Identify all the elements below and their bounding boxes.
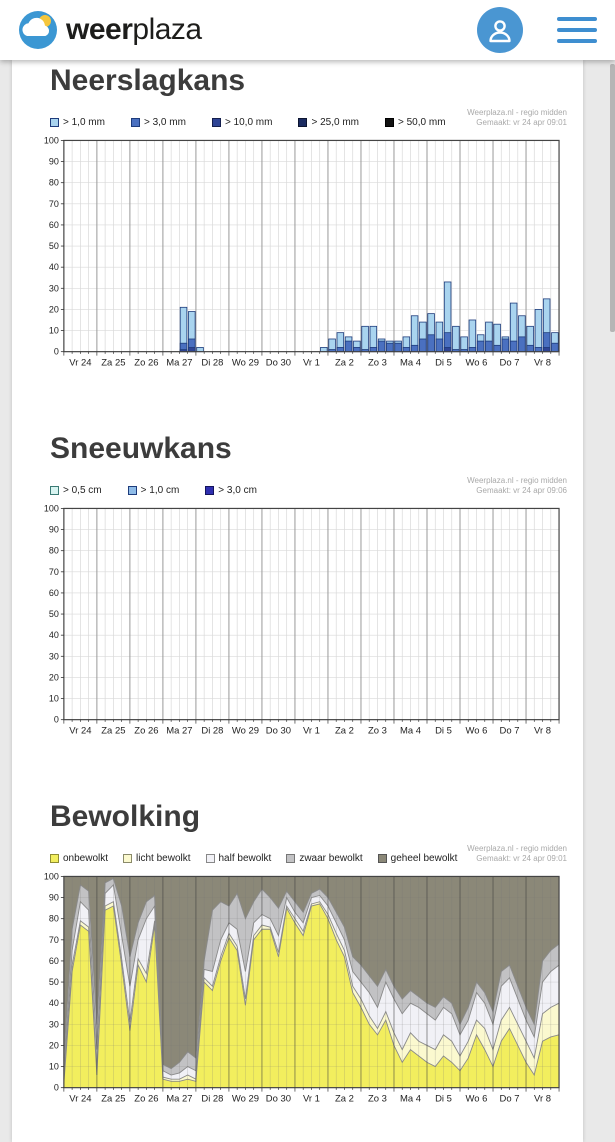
- bewolking-chart: [28, 870, 571, 1122]
- legend-swatch-icon: [128, 486, 137, 495]
- svg-text:Wo 6: Wo 6: [465, 357, 488, 369]
- svg-text:50: 50: [48, 241, 59, 252]
- page-title: Bewolking: [50, 800, 201, 833]
- legend-label: half bewolkt: [218, 853, 272, 864]
- svg-text:90: 90: [48, 524, 59, 535]
- svg-text:Wo 29: Wo 29: [231, 725, 260, 737]
- chart-credit: Weerplaza.nl - regio midden Gemaakt: vr 24 apr 09:01: [467, 844, 567, 864]
- chart-credit: Weerplaza.nl - regio midden Gemaakt: vr 24 apr 09:01: [467, 108, 567, 128]
- svg-text:60: 60: [48, 219, 59, 230]
- svg-text:80: 80: [48, 545, 59, 556]
- svg-text:90: 90: [48, 892, 59, 903]
- logo-wordmark: weerplaza: [66, 13, 202, 46]
- svg-text:Ma 27: Ma 27: [166, 357, 193, 369]
- sneeuwkans-chart: [28, 502, 571, 754]
- weerplaza-cloud-icon: [18, 10, 58, 50]
- svg-text:30: 30: [48, 1019, 59, 1030]
- svg-text:Di 28: Di 28: [201, 725, 224, 737]
- legend-label: licht bewolkt: [136, 853, 191, 864]
- legend-item: [50, 853, 108, 864]
- legend-swatch-icon: [50, 118, 59, 127]
- legend-label: > 3,0 cm: [218, 485, 257, 496]
- svg-text:Za 25: Za 25: [101, 725, 126, 737]
- legend-item: [286, 853, 362, 864]
- svg-text:40: 40: [48, 262, 59, 273]
- legend-item: [378, 853, 458, 864]
- svg-text:60: 60: [48, 587, 59, 598]
- svg-text:Di 5: Di 5: [435, 725, 452, 737]
- legend-swatch-icon: [50, 486, 59, 495]
- svg-text:100: 100: [43, 503, 59, 514]
- legend-label: > 50,0 mm: [398, 117, 446, 128]
- svg-text:Ma 4: Ma 4: [399, 357, 422, 369]
- legend-label: geheel bewolkt: [390, 853, 458, 864]
- svg-text:Ma 27: Ma 27: [166, 725, 193, 737]
- svg-text:Do 7: Do 7: [499, 1093, 520, 1105]
- svg-text:Zo 3: Zo 3: [368, 1093, 387, 1105]
- legend-label: > 10,0 mm: [224, 117, 273, 128]
- legend-label: > 3,0 mm: [143, 117, 186, 128]
- svg-text:Ma 27: Ma 27: [166, 1093, 193, 1105]
- svg-text:20: 20: [48, 304, 59, 315]
- legend-swatch-icon: [131, 118, 140, 127]
- weerplaza-logo[interactable]: [18, 10, 202, 50]
- svg-text:Vr 24: Vr 24: [69, 357, 92, 369]
- legend-label: > 1,0 mm: [63, 117, 105, 128]
- svg-text:Ma 4: Ma 4: [399, 1093, 422, 1105]
- section-neerslagkans: [28, 64, 571, 386]
- legend-swatch-icon: [298, 118, 307, 127]
- svg-text:Wo 29: Wo 29: [231, 357, 260, 369]
- scrollbar-track: [610, 60, 615, 1024]
- svg-text:10: 10: [48, 693, 59, 704]
- svg-text:Zo 3: Zo 3: [368, 725, 387, 737]
- svg-text:Za 25: Za 25: [101, 357, 126, 369]
- page-title: Neerslagkans: [50, 64, 246, 97]
- legend-item: [206, 853, 272, 864]
- svg-text:20: 20: [48, 672, 59, 683]
- legend-swatch-icon: [205, 486, 214, 495]
- svg-text:20: 20: [48, 1040, 59, 1051]
- svg-text:Do 30: Do 30: [265, 725, 292, 737]
- svg-text:30: 30: [48, 283, 59, 294]
- svg-text:Di 5: Di 5: [435, 357, 452, 369]
- svg-text:Vr 8: Vr 8: [534, 357, 552, 369]
- hamburger-bar: [557, 17, 597, 21]
- legend-swatch-icon: [378, 854, 387, 863]
- user-icon: [486, 16, 514, 44]
- svg-text:Vr 1: Vr 1: [302, 1093, 320, 1105]
- legend-swatch-icon: [206, 854, 215, 863]
- svg-text:0: 0: [53, 714, 59, 725]
- svg-text:Za 25: Za 25: [101, 1093, 126, 1105]
- legend-swatch-icon: [123, 854, 132, 863]
- svg-text:100: 100: [43, 135, 59, 146]
- legend-label: > 1,0 cm: [140, 485, 180, 496]
- content-card: [12, 60, 583, 1142]
- hamburger-menu-button[interactable]: [557, 15, 597, 45]
- svg-text:Do 30: Do 30: [265, 1093, 292, 1105]
- legend-label: zwaar bewolkt: [299, 853, 363, 864]
- svg-text:10: 10: [48, 325, 59, 336]
- scrollbar-thumb[interactable]: [610, 64, 615, 332]
- svg-text:10: 10: [48, 1061, 59, 1072]
- legend-label: > 0,5 cm: [63, 485, 102, 496]
- legend-swatch-icon: [286, 854, 295, 863]
- legend-item: [123, 853, 190, 864]
- legend-swatch-icon: [212, 118, 221, 127]
- svg-text:Vr 8: Vr 8: [534, 725, 552, 737]
- svg-text:50: 50: [48, 609, 59, 620]
- svg-text:Vr 1: Vr 1: [302, 725, 320, 737]
- hamburger-bar: [557, 28, 597, 32]
- svg-text:Zo 3: Zo 3: [368, 357, 387, 369]
- neerslagkans-chart: [28, 134, 571, 386]
- svg-text:Za 2: Za 2: [335, 357, 354, 369]
- legend-item: [212, 117, 273, 128]
- legend-swatch-icon: [385, 118, 394, 127]
- legend-item: [131, 117, 186, 128]
- page-title: Sneeuwkans: [50, 432, 232, 465]
- svg-text:Zo 26: Zo 26: [134, 725, 159, 737]
- svg-text:Vr 8: Vr 8: [534, 1093, 552, 1105]
- svg-text:60: 60: [48, 955, 59, 966]
- svg-text:80: 80: [48, 913, 59, 924]
- svg-text:Za 2: Za 2: [335, 1093, 354, 1105]
- svg-text:90: 90: [48, 156, 59, 167]
- section-bewolking: [28, 800, 571, 1122]
- svg-text:Vr 24: Vr 24: [69, 725, 92, 737]
- legend-item: [50, 485, 102, 496]
- svg-text:Do 30: Do 30: [265, 357, 292, 369]
- svg-text:Wo 6: Wo 6: [465, 725, 488, 737]
- svg-text:80: 80: [48, 177, 59, 188]
- svg-text:Wo 29: Wo 29: [231, 1093, 260, 1105]
- user-account-button[interactable]: [477, 7, 523, 53]
- svg-text:70: 70: [48, 566, 59, 577]
- svg-text:0: 0: [53, 1082, 59, 1093]
- svg-text:0: 0: [53, 346, 59, 357]
- hamburger-bar: [557, 39, 597, 43]
- legend-item: [205, 485, 257, 496]
- legend-item: [298, 117, 359, 128]
- top-bar: [0, 0, 615, 60]
- svg-text:Wo 6: Wo 6: [465, 1093, 488, 1105]
- legend-swatch-icon: [50, 854, 59, 863]
- legend-item: [385, 117, 446, 128]
- legend-item: [128, 485, 180, 496]
- legend-label: > 25,0 mm: [311, 117, 359, 128]
- svg-text:Zo 26: Zo 26: [134, 1093, 159, 1105]
- svg-text:Do 7: Do 7: [499, 725, 520, 737]
- svg-text:70: 70: [48, 198, 59, 209]
- svg-text:40: 40: [48, 630, 59, 641]
- svg-text:Di 5: Di 5: [435, 1093, 452, 1105]
- chart-credit: Weerplaza.nl - regio midden Gemaakt: vr 24 apr 09:06: [467, 476, 567, 496]
- svg-text:100: 100: [43, 871, 59, 882]
- svg-text:Vr 1: Vr 1: [302, 357, 320, 369]
- svg-text:Vr 24: Vr 24: [69, 1093, 92, 1105]
- svg-text:Do 7: Do 7: [499, 357, 520, 369]
- svg-text:Di 28: Di 28: [201, 357, 224, 369]
- svg-text:Ma 4: Ma 4: [399, 725, 422, 737]
- svg-text:70: 70: [48, 934, 59, 945]
- section-sneeuwkans: [28, 432, 571, 754]
- svg-text:Zo 26: Zo 26: [134, 357, 159, 369]
- svg-text:Za 2: Za 2: [335, 725, 354, 737]
- svg-text:30: 30: [48, 651, 59, 662]
- svg-text:Di 28: Di 28: [201, 1093, 224, 1105]
- svg-text:50: 50: [48, 977, 59, 988]
- legend-item: [50, 117, 105, 128]
- legend-label: onbewolkt: [63, 853, 109, 864]
- svg-text:40: 40: [48, 998, 59, 1009]
